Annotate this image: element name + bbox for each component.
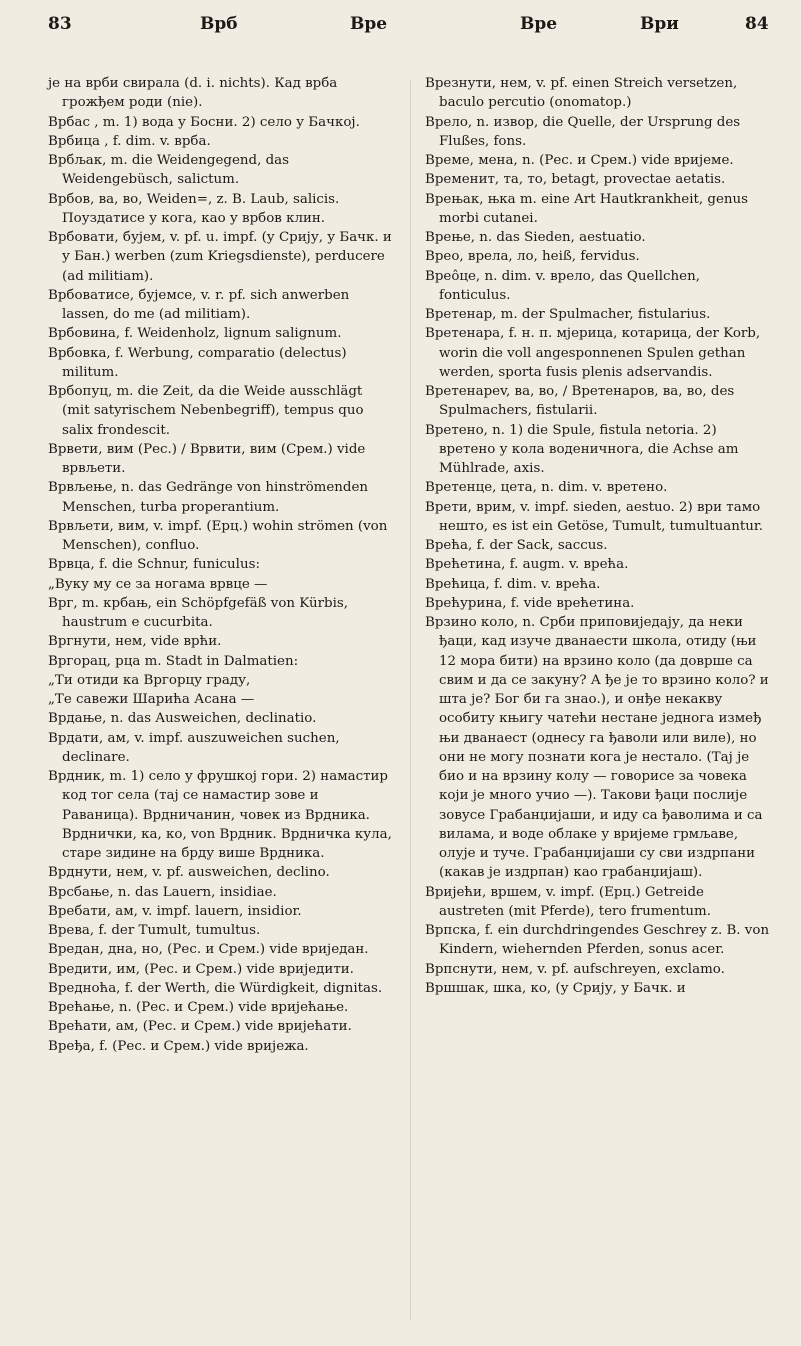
entry: Вретенар, m. der Spulmacher, fistularius. [425, 307, 711, 322]
entry: Врбица , f. dim. v. врба. [48, 133, 211, 149]
entry: Вргнути, нем, vide врћи. [48, 634, 222, 650]
entry: Врдање, n. das Ausweichen, declinatio. [48, 711, 317, 727]
entry: Врбљак, m. die Weidengegend, das Weidengebüsch, salictum. [48, 153, 290, 188]
entry: Врпснути, нем, v. pf. aufschreyen, exclamo. [425, 961, 725, 977]
entry: Врбов, ва, во, Weiden=, z. B. Laub, salicis. Поуздатисе у кога, као у врбов клин. [48, 191, 340, 226]
entry: Време, мена, n. (Рес. и Срем.) vide вријеме. [425, 153, 734, 168]
left-guide-last: Вре [350, 14, 388, 34]
entry: Вребати, ам, v. impf. lauern, insidior. [48, 903, 302, 919]
entry: „Вуку му се за ногама врвце — [48, 576, 268, 592]
right-guide-first: Вре [520, 14, 558, 34]
entry: Врезнути, нем, v. pf. einen Streich versetzen, baculo percutio (onomatop.) [425, 76, 738, 111]
entry: Врећица, f. dim. v. врећа. [425, 576, 601, 592]
right-guide-last: Ври [640, 14, 679, 34]
right-page-number: 84 [745, 14, 769, 34]
entry: Врећати, ам, (Рес. и Срем.) vide вријећати. [48, 1019, 352, 1035]
entry: Вретенара, f. н. п. мјерица, котарица, der Korb, worin die voll angesponnenen Spulen gethan werden, sporta fusis plenis adservandis. [425, 326, 761, 380]
entry: Вретено, n. 1) die Spule, fistula netoria. 2) вретено у кола воденичнога, die Achse am Mühlrade, axis. [425, 422, 739, 476]
left-page-number: 83 [48, 14, 72, 34]
entry: Врбовка, f. Werbung, comparatio (delectus) militum. [48, 345, 347, 380]
entry: Врвца, f. die Schnur, funiculus: [48, 557, 260, 573]
entry: „Ти отиди ка Вргорцу граду, [48, 672, 251, 688]
entry: Врећа, f. der Sack, saccus. [425, 538, 608, 553]
entry: Врднути, нем, v. pf. ausweichen, declino. [48, 865, 330, 881]
entry: Вретенареv, ва, во, / Вретенаров, ва, во, des Spulmachers, fistularii. [425, 384, 735, 419]
entry: Вријећи, вршем, v. impf. (Ерц.) Getreide austreten (mit Pferde), tero frumentum. [425, 884, 711, 919]
entry: Вредноћа, f. der Werth, die Würdigkeit, dignitas. [48, 980, 383, 996]
entry: Врдник, m. 1) село у фрушкој гори. 2) намастир код тог села (тај се намастир зове и Раваница). Врдничанин, човек из Врдника. Врднички, ка, ко, von Врдник. Врдничка кула, старе зидине на брду више Врдника. [48, 769, 392, 861]
entry: Врео̂це, n. dim. v. врело, das Quellchen, fonticulus. [425, 268, 700, 303]
entry: Врсбање, n. das Lauern, insidiae. [48, 884, 277, 900]
entry: Врбас , m. 1) вода у Босни. 2) село у Бачкој. [48, 114, 360, 130]
entry: Врбовати, бујем, v. pf. u. impf. (у Срију, у Бачк. и у Бан.) werben (zum Kriegsdienste), perducere (ad militiam). [48, 230, 392, 284]
entry: Врећетина, f. augm. v. врећа. [425, 557, 629, 573]
entry: Врећање, n. (Рес. и Срем.) vide вријећање. [48, 1000, 349, 1015]
entry: Врвљење, n. das Gedränge von hinströmenden Menschen, turba properantium. [48, 480, 369, 515]
entry: Врбопуц, m. die Zeit, da die Weide ausschlägt (mit satyrischem Nebenbegriff), tempus quo salix frondescit. [48, 384, 364, 438]
entry: Врело, n. извор, die Quelle, der Ursprung des Flußes, fons. [425, 114, 741, 149]
running-header [0, 14, 801, 44]
entry: Врдати, ам, v. impf. auszuweichen suchen, declinare. [48, 730, 340, 765]
entry: Врењак, њка m. eine Art Hautkrankheit, genus morbi cutanei. [425, 191, 749, 226]
entry: Вргорац, рца m. Stadt in Dalmatien: [48, 653, 299, 669]
left-column [48, 74, 394, 1056]
entry: Вретенце, цета, n. dim. v. вретено. [425, 480, 668, 496]
entry: Врвљети, вим, v. impf. (Ерц.) wohin strömen (von Menschen), confluo. [48, 518, 388, 553]
entry: Вредан, дна, но, (Рес. и Срем.) vide вриједан. [48, 942, 369, 958]
entry: Вређа, f. (Рес. и Срем.) vide вријежа. [48, 1038, 309, 1054]
entry: Временит, та, то, betagt, provectae aetatis. [425, 172, 726, 188]
entry: Врзино коло, n. Срби приповиједају, да неки ђаци, кад изуче дванаести школа, отиду (њи 12 мора бити) на врзино коло (да доврше са свим и да се закуну? А ђе је то врзино коло? и шта је? Бог би га знао.), и онђе некакву особиту књигу чатећи нестане једнога измеђ њи дванаест (однесу га ђаволи или виле), но они не могу познати кога је нестало. (Тај је био и на врзину колу — говорисе за човека који је много учио —). Такови ђаци послије зовусе Грабанџијаши, и иду са ђаволима и са вилама, и воде облаке у вријеме грмљаве, олује и туче. Грабанџијаши су сви издрпани (какав је издрпан) као грабанџијаш). [425, 615, 769, 881]
entry: „Те савежи Шарића Асана — [48, 692, 255, 707]
entry: Вредити, им, (Рес. и Срем.) vide вриједити. [48, 961, 354, 977]
entry: је на врби свирала (d. i. nichts). Кад врба грожђем роди (nie). [48, 76, 338, 111]
entry: Врбовина, f. Weidenholz, lignum salignum. [48, 326, 342, 342]
entry: Вршшак, шка, ко, (у Срију, у Бачк. и [425, 980, 686, 996]
entry: Врбоватисе, бујемсе, v. r. pf. sich anwerben lassen, do me (ad militiam). [48, 287, 350, 322]
entry: Врг, m. крбањ, ein Schöpfgefäß von Kürbis, haustrum e cucurbita. [48, 595, 349, 630]
entry: Врео, врела, ло, heiß, fervidus. [425, 249, 640, 265]
entry: Врева, f. der Tumult, tumultus. [48, 923, 261, 938]
entry: Врећурина, f. vide врећетина. [425, 595, 635, 611]
entry: Врпска, f. ein durchdringendes Geschrey z. B. von Kindern, wiehernden Pferden, sonus acer. [425, 923, 770, 958]
right-column [425, 74, 771, 998]
column-divider [410, 80, 411, 1320]
entry: Врети, врим, v. impf. sieden, aestuo. 2) ври тамо нешто, es ist ein Getöse, Tumult, tumultuantur. [425, 499, 764, 534]
entry: Врвети, вим (Рес.) / Врвити, вим (Срем.) vide врвљети. [48, 441, 366, 476]
left-guide-first: Врб [200, 14, 238, 34]
entry: Врење, n. das Sieden, aestuatio. [425, 230, 646, 245]
